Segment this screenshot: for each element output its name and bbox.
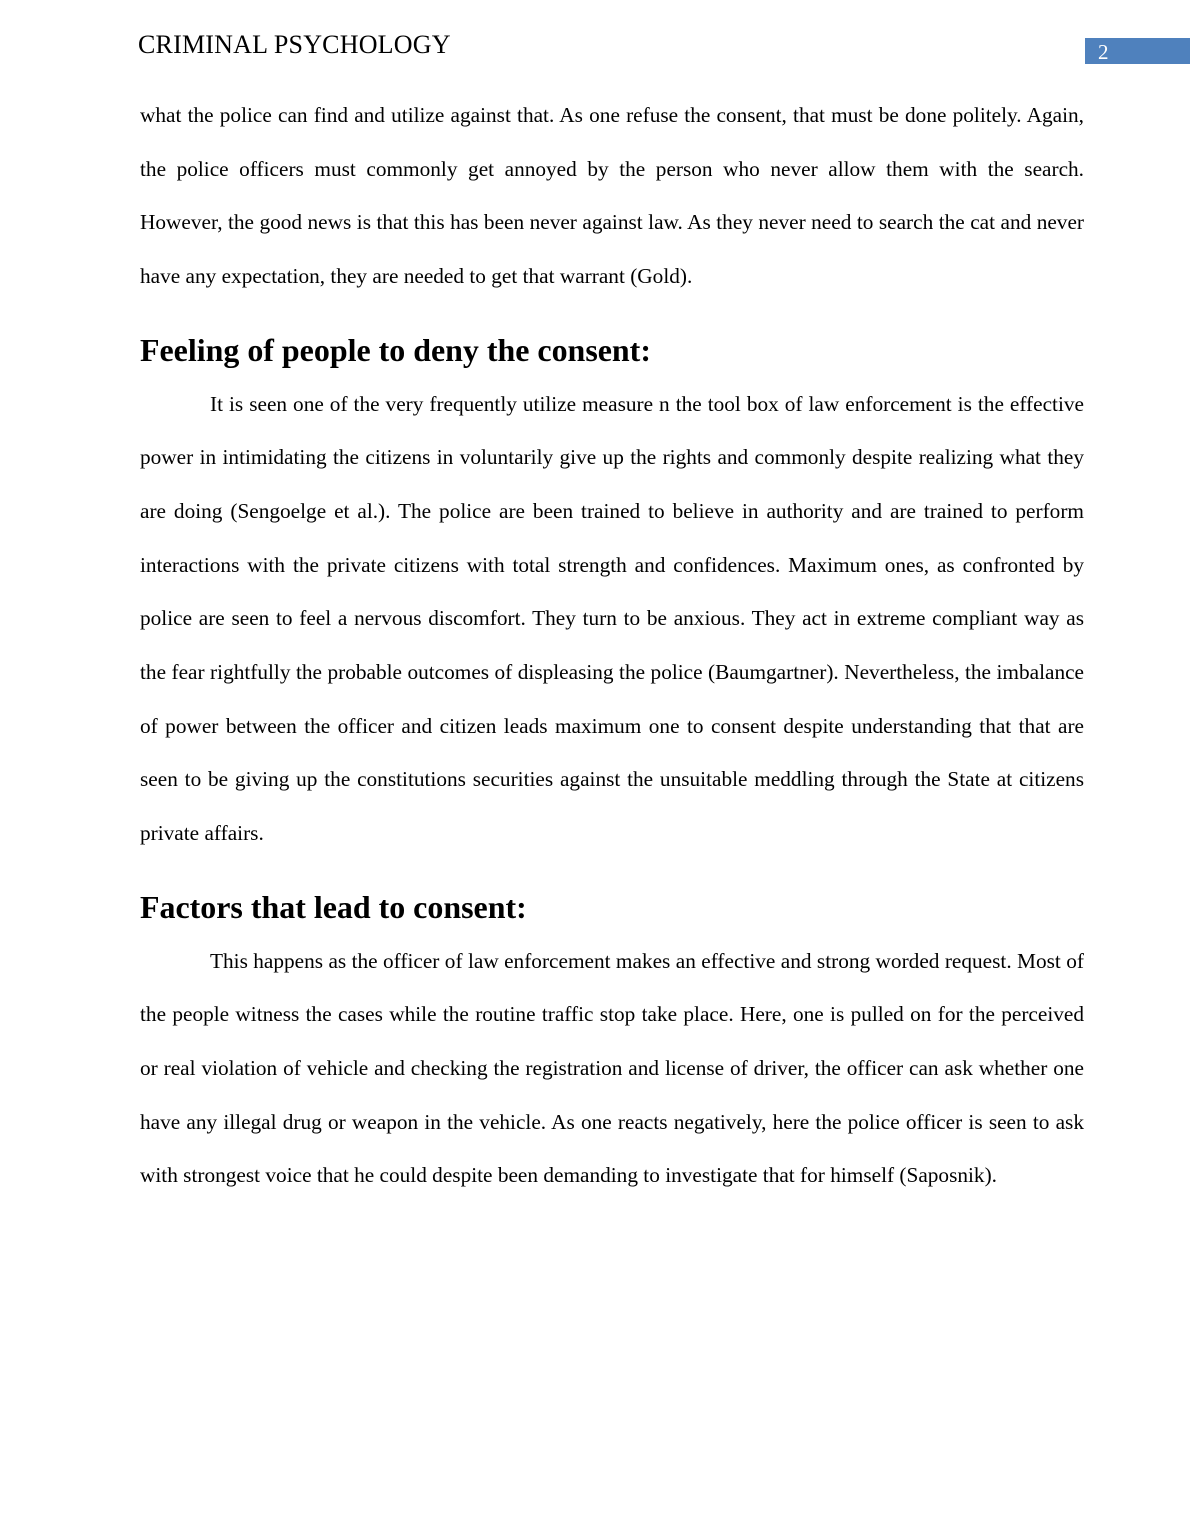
body-paragraph: what the police can find and utilize against that. As one refuse the consent, that must be done politely. Again, the police officers must commonly get annoyed by the person who never allow them with the search. However, the good news is that this has been never against law. As they never need to search the cat and never have any expectation, they are needed to get that warrant (Gold). — [140, 103, 1084, 289]
page-number-badge: 2 — [1085, 38, 1190, 64]
section-paragraph: This happens as the officer of law enforcement makes an effective and strong worded request. Most of the people witness the cases while the routine traffic stop take place. Here, one is pulled on for the perceived or real violation of vehicle and checking the registration and license of driver, the officer can ask whether one have any illegal drug or weapon in the vehicle. As one reacts negatively, here the police officer is seen to ask with strongest voice that he could despite been demanding to investigate that for himself (Saposnik). — [140, 948, 1084, 1188]
section-spacer — [140, 304, 1084, 324]
section-heading: Factors that lead to consent: — [140, 889, 527, 925]
running-header-title: CRIMINAL PSYCHOLOGY — [138, 30, 451, 59]
section-paragraph: It is seen one of the very frequently utilize measure n the tool box of law enforcement is the effective power in intimidating the citizens in voluntarily give up the rights and commonly despite realizing what they are doing (Sengoelge et al.). The police are been trained to believe in authority and are trained to perform interactions with the private citizens with total strength and confidences. Maximum ones, as confronted by police are seen to feel a nervous discomfort. They turn to be anxious. They act in extreme compliant way as the fear rightfully the probable outcomes of displeasing the police (Baumgartner). Nevertheless, the imbalance of power between the officer and citizen leads maximum one to consent despite understanding that that are seen to be giving up the constitutions securities against the unsuitable meddling through the State at citizens private affairs. — [140, 391, 1084, 846]
section-spacer — [140, 861, 1084, 881]
document-body — [140, 89, 1084, 1203]
section-heading: Feeling of people to deny the consent: — [140, 332, 651, 368]
